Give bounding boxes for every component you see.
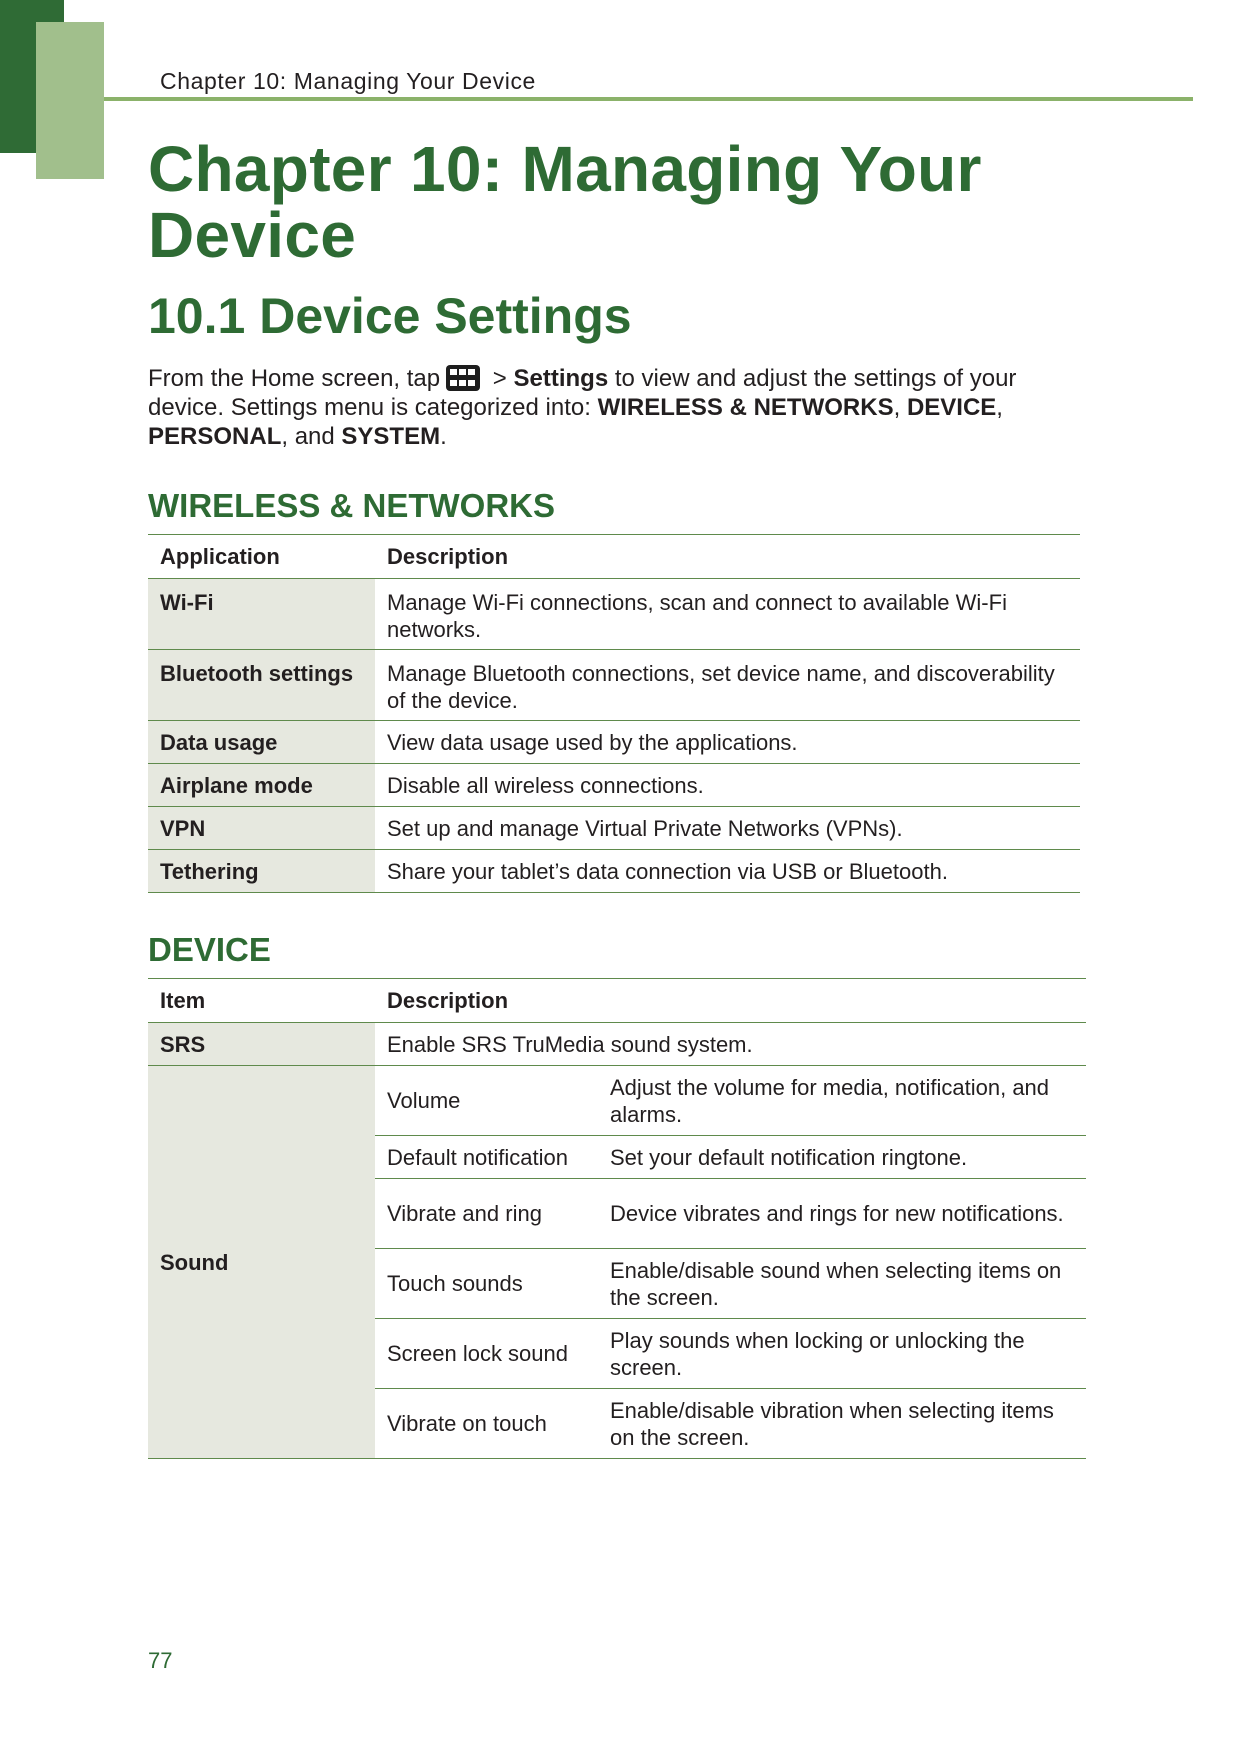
intro-text-1: From the Home screen, tap (148, 365, 441, 392)
apps-grid-icon (446, 365, 480, 391)
sound-option-name: Vibrate and ring (375, 1179, 598, 1249)
sound-option-name: Touch sounds (375, 1249, 598, 1319)
running-head: Chapter 10: Managing Your Device (160, 68, 536, 94)
sound-option-name: Default notification (375, 1136, 598, 1179)
app-description: Set up and manage Virtual Private Networks (VPNs). (375, 807, 1080, 850)
sound-option-description: Adjust the volume for media, notification, and alarms. (598, 1066, 1086, 1136)
column-header: Description (375, 979, 1086, 1023)
table-row (148, 807, 1080, 850)
sound-option-name: Screen lock sound (375, 1319, 598, 1389)
table-header-row (148, 535, 1080, 579)
chapter-title: Chapter 10: Managing Your Device (148, 133, 982, 271)
sound-option-description: Device vibrates and rings for new notifications. (598, 1179, 1086, 1249)
sound-option-name: Vibrate on touch (375, 1389, 598, 1459)
app-description: Share your tablet’s data connection via USB or Bluetooth. (375, 850, 1080, 893)
app-description: Manage Bluetooth connections, set device name, and discoverability of the device. (375, 650, 1080, 721)
app-description: Disable all wireless connections. (375, 764, 1080, 807)
intro-text-2: > (486, 365, 514, 392)
page-number: 77 (148, 1648, 173, 1673)
sound-option-description: Enable/disable vibration when selecting items on the screen. (598, 1389, 1086, 1459)
table-row (148, 650, 1080, 721)
chapter-tab-light (36, 22, 104, 179)
table-row (148, 1066, 1086, 1136)
app-name: Data usage (148, 721, 375, 764)
sound-option-description: Play sounds when locking or unlocking the screen. (598, 1319, 1086, 1389)
sound-option-description: Enable/disable sound when selecting items on the screen. (598, 1249, 1086, 1319)
wireless-heading: WIRELESS & NETWORKS (148, 487, 556, 524)
intro-end: . (440, 423, 447, 450)
item-name: SRS (148, 1023, 375, 1066)
item-name-sound: Sound (148, 1066, 375, 1459)
table-row (148, 721, 1080, 764)
header-rule (104, 97, 1193, 101)
app-description: View data usage used by the applications. (375, 721, 1080, 764)
intro-sep-3: , and (281, 423, 342, 450)
section-title: 10.1 Device Settings (148, 288, 632, 344)
table-row (148, 850, 1080, 893)
table-row (148, 764, 1080, 807)
table-row (148, 579, 1080, 650)
intro-cat-device: DEVICE (906, 394, 997, 421)
intro-cat-wireless: WIRELESS & NETWORKS (597, 394, 894, 421)
column-header: Description (375, 535, 1080, 579)
column-header: Application (148, 535, 375, 579)
app-name: Tethering (148, 850, 375, 893)
intro-sep-2: , (996, 394, 1003, 421)
table-header-row (148, 979, 1086, 1023)
app-name: Wi-Fi (148, 579, 375, 650)
wireless-table (148, 534, 1080, 893)
table-row (148, 1023, 1086, 1066)
intro-cat-system: SYSTEM (341, 423, 441, 450)
item-description: Enable SRS TruMedia sound system. (375, 1023, 1086, 1066)
app-name: Bluetooth settings (148, 650, 375, 721)
app-name: VPN (148, 807, 375, 850)
app-description: Manage Wi-Fi connections, scan and connect to available Wi-Fi networks. (375, 579, 1080, 650)
intro-settings: Settings (513, 365, 609, 392)
intro-sep-1: , (893, 394, 907, 421)
sound-option-name: Volume (375, 1066, 598, 1136)
intro-paragraph (148, 364, 1078, 451)
sound-option-description: Set your default notification ringtone. (598, 1136, 1086, 1179)
intro-cat-personal: PERSONAL (148, 423, 282, 450)
column-header: Item (148, 979, 375, 1023)
app-name: Airplane mode (148, 764, 375, 807)
intro-text-3: to view and adjust the settings of your device. Settings menu is categorized into: (148, 365, 1017, 421)
device-heading: DEVICE (148, 931, 271, 968)
device-table (148, 978, 1086, 1459)
